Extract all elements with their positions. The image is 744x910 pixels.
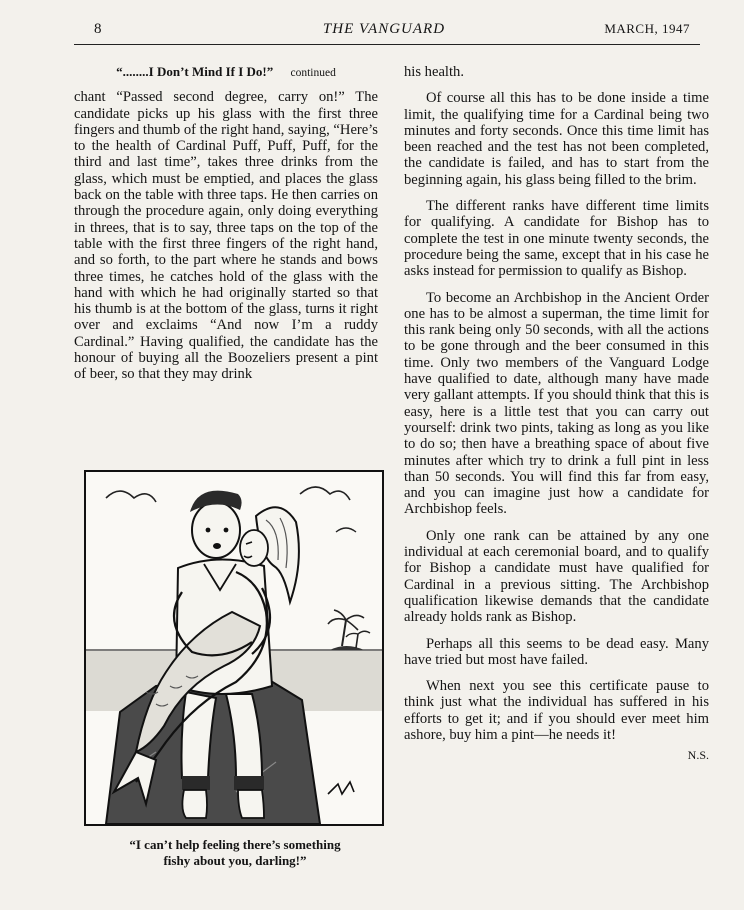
caption-line: fishy about you, darling!”	[163, 853, 307, 868]
left-column	[74, 64, 378, 383]
page-number: 8	[94, 21, 102, 37]
author-signature: N.S.	[687, 748, 709, 763]
sailor-mermaid-drawing	[86, 472, 382, 824]
page-header	[74, 18, 694, 40]
continued-heading	[74, 64, 378, 81]
header-rule	[74, 44, 700, 45]
paragraph: When next you see this certificate pause to think just what the individual has suffered in his efforts to get it; and if you should ever meet him ashore, buy him a pint—he needs it!	[404, 678, 709, 743]
left-paragraph: chant “Passed second degree, carry on!” The candidate picks up his glass with the first three fingers and thumb of the right hand, saying, “Here’s to the health of Cardinal Puff, Puff, Puff, for the third and last time”, takes three drinks from the glass, which must be emptied, and places the glass back on the table with three taps. He then carries on through the procedure again, only doing everything in threes, that is to say, three taps on the top of the table with the first three fingers of the right hand, and so forth, to the part where he stands and bows three times, he catches hold of the glass with the hand with which he had originally started so that his thumb is at the bottom of the glass, turns it right over and exclaims “And now I’m a ruddy Cardinal.” Having qualified, the candidate has the honour of buying all the Boozeliers present a pint of beer, so that they may drink	[74, 89, 378, 383]
continued-label: continued	[290, 67, 336, 79]
continued-title: “........I Don’t Mind If I Do!”	[116, 64, 274, 79]
caption-line: “I can’t help feeling there’s something	[129, 837, 341, 852]
paragraph: his health.	[404, 64, 464, 80]
cartoon-illustration	[84, 470, 384, 826]
paragraph: To become an Archbishop in the Ancient Order one has to be almost a superman, the time limit for this rank being only 50 seconds, with all the actions to be gone through and the beer consumed in this time. Only two members of the Vanguard Lodge have qualified to date, although many have made very gallant attempts. If you should think that this is easy, here is a little test that you can carry out yourself: drink two pints, taking as long as you like to do so; then have a breathing space of about five minutes after which try to drink a full pint in less than 50 seconds. You will find this far from easy, and you can imagine just how a candidate for Archbishop feels.	[404, 289, 709, 518]
cartoon-caption	[80, 837, 390, 869]
paragraph: Only one rank can be attained by any one individual at each ceremonial board, and to qualify for Bishop a candidate must have qualified for Cardinal in a previous sitting. The Archbishop qualification likewise demands that the candidate already holds rank as Bishop.	[404, 527, 709, 626]
paragraph: Perhaps all this seems to be dead easy. Many have tried but most have failed.	[404, 635, 709, 668]
publication-title: THE VANGUARD	[322, 21, 446, 37]
paragraph: The different ranks have different time limits for qualifying. A candidate for Bishop has to complete the test in one minute twenty seconds, the procedure being the same, except that in his case he asks instead for permission to qualify as Bishop.	[404, 198, 709, 280]
paragraph: Of course all this has to be done inside a time limit, the qualifying time for a Cardinal being two minutes and forty seconds. Once this time limit has been reached and the test has not been completed, the candidate is failed, and has to start from the beginning again, his glass being filled to the brim.	[404, 90, 709, 188]
right-column	[404, 64, 709, 764]
issue-date: MARCH, 1947	[604, 21, 690, 36]
